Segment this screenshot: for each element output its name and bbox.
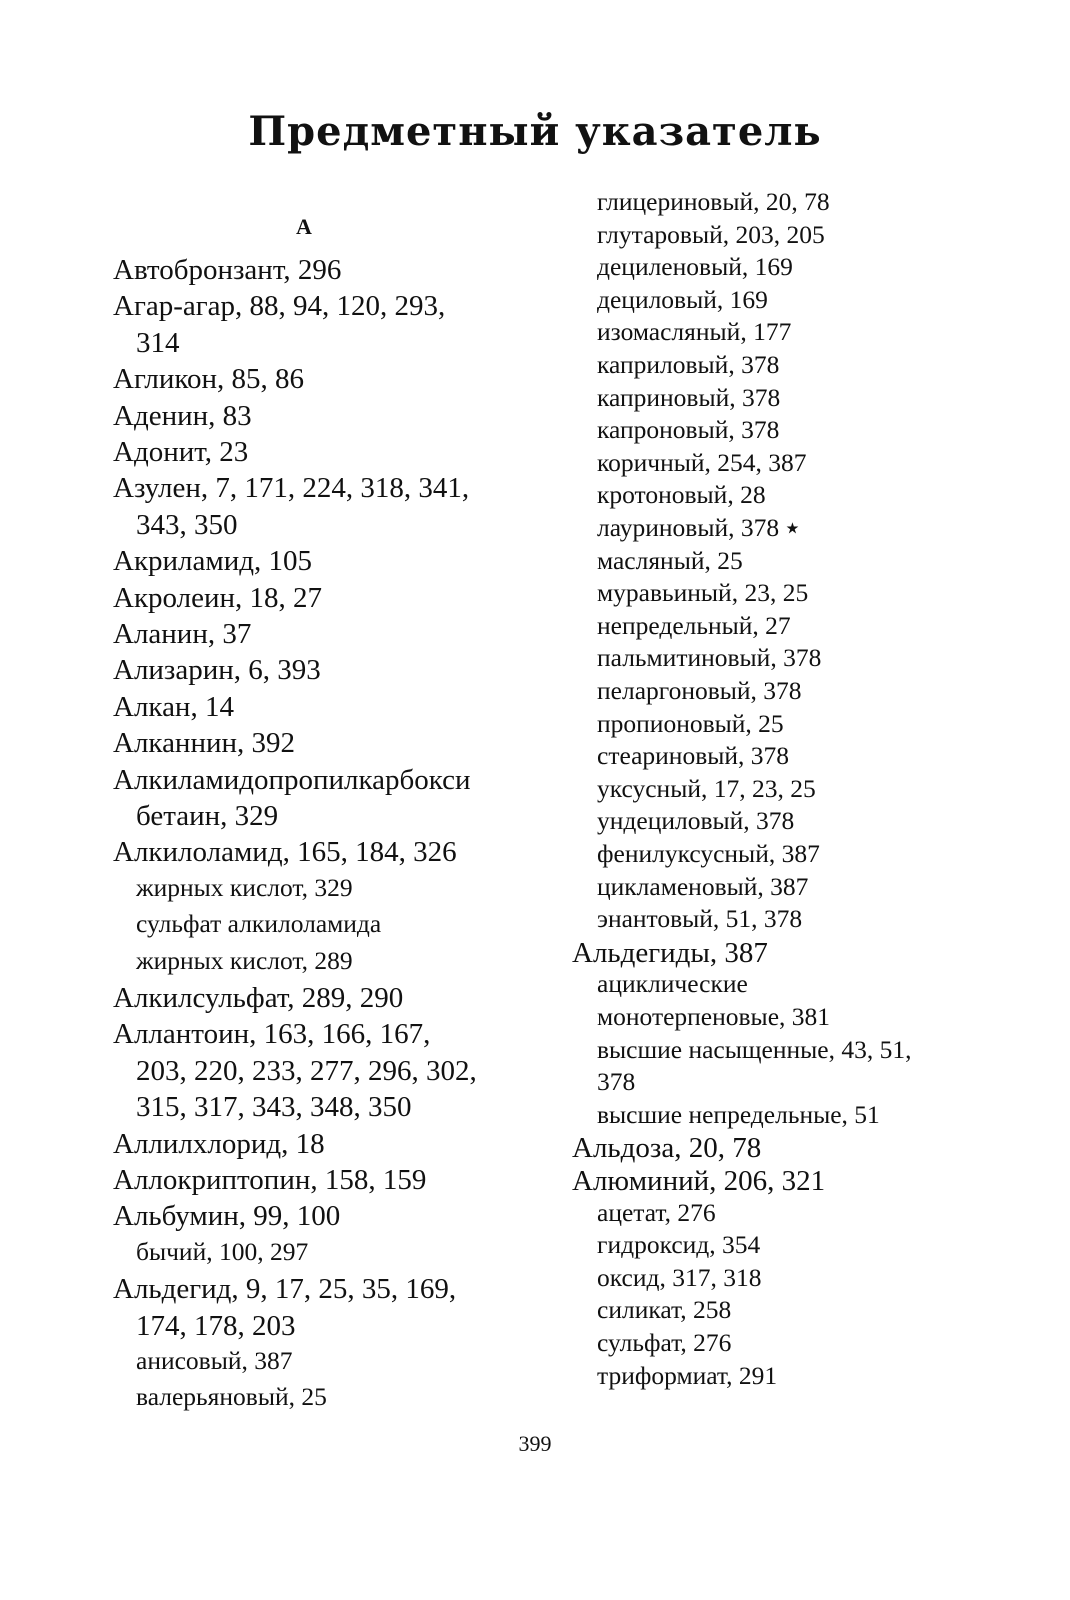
index-subentry: каприловый, 378	[597, 350, 780, 379]
index-subentry: пальмитиновый, 378	[597, 643, 822, 673]
index-entry: Алкилсульфат, 289, 290	[113, 982, 404, 1014]
index-subentry: высшие насыщенные, 43, 51,	[597, 1034, 912, 1064]
index-entry: Алкиламидопропилкарбокси	[113, 763, 471, 796]
index-subentry: 378	[597, 1067, 636, 1097]
index-entry-continuation: 343, 350	[136, 508, 238, 541]
index-subentry: муравьиный, 23, 25	[597, 578, 809, 608]
index-entry-continuation: 314	[136, 326, 180, 359]
index-subentry: ацетат, 276	[597, 1197, 716, 1227]
index-subentry: жирных кислот, 329	[136, 872, 353, 902]
index-subentry: энантовый, 51, 378	[597, 904, 803, 934]
index-entry: Азулен, 7, 171, 224, 318, 341,	[113, 472, 470, 505]
index-subentry: сульфат, 276	[597, 1328, 732, 1357]
index-entry: Альбумин, 99, 100	[113, 1200, 341, 1233]
index-entry: Альдегид, 9, 17, 25, 35, 169,	[113, 1273, 457, 1306]
index-entry-continuation: 174, 178, 203	[136, 1309, 296, 1342]
index-subentry: глутаровый, 203, 205	[597, 219, 825, 249]
index-subentry: бычий, 100, 297	[136, 1236, 309, 1266]
index-entry: Ализарин, 6, 393	[113, 654, 321, 687]
index-entry: Аллокриптопин, 158, 159	[113, 1164, 427, 1196]
index-entry-continuation: 203, 220, 233, 277, 296, 302,	[136, 1054, 477, 1087]
index-subentry: масляный, 25	[597, 545, 743, 575]
index-subentry: силикат, 258	[597, 1295, 732, 1325]
index-entry: Адонит, 23	[113, 436, 249, 468]
index-subentry: монотерпеновые, 381	[597, 1002, 831, 1031]
index-entry-continuation: 315, 317, 343, 348, 350	[136, 1091, 412, 1124]
index-entry: Аденин, 83	[113, 399, 252, 432]
index-subentry: стеариновый, 378	[597, 741, 790, 771]
index-subentry: коричный, 254, 387	[597, 447, 807, 477]
index-subentry: изомасляный, 177	[597, 317, 792, 347]
index-subentry: фенилуксусный, 387	[597, 839, 820, 868]
index-subentry: пропионовый, 25	[597, 708, 784, 738]
index-entry: Альдоза, 20, 78	[572, 1132, 762, 1165]
index-subentry: гидроксид, 354	[597, 1230, 761, 1260]
index-entry: Алканнин, 392	[113, 727, 296, 760]
index-entry: Акролеин, 18, 27	[113, 581, 323, 614]
index-entry: Алюминий, 206, 321	[572, 1165, 826, 1197]
index-entry: Автобронзант, 296	[113, 254, 342, 286]
index-subentry: дециленовый, 169	[597, 252, 793, 282]
index-subentry: валерьяновый, 25	[136, 1382, 327, 1412]
index-subentry: ундециловый, 378	[597, 806, 795, 836]
index-entry: Алкилоламид, 165, 184, 326	[113, 836, 457, 869]
index-subentry: лауриновый, 378 ٭	[597, 513, 800, 542]
index-subentry: пеларгоновый, 378	[597, 676, 802, 705]
index-entry: Аллилхлорид, 18	[113, 1127, 325, 1160]
index-subentry: высшие непредельные, 51	[597, 1099, 880, 1129]
index-subentry: непредельный, 27	[597, 610, 791, 640]
section-letter: А	[296, 214, 312, 239]
index-subentry: цикламеновый, 387	[597, 871, 809, 901]
index-entry: Аллантоин, 163, 166, 167,	[113, 1018, 431, 1051]
index-entry: Альдегиды, 387	[572, 936, 768, 969]
index-entry: Агликон, 85, 86	[113, 363, 304, 396]
index-subentry: триформиат, 291	[597, 1360, 778, 1390]
index-subentry: ациклические	[597, 969, 748, 999]
index-entry: Акриламид, 105	[113, 545, 313, 578]
index-entry: Агар-агар, 88, 94, 120, 293,	[113, 290, 446, 323]
index-entry: Алкан, 14	[113, 690, 234, 723]
index-entry: Аланин, 37	[113, 618, 252, 650]
index-subentry: кротоновый, 28	[597, 480, 766, 510]
page-number: 399	[518, 1431, 552, 1456]
index-subentry: жирных кислот, 289	[136, 945, 353, 975]
index-subentry: капроновый, 378	[597, 415, 780, 445]
index-subentry: оксид, 317, 318	[597, 1262, 762, 1292]
index-subentry: анисовый, 387	[136, 1346, 293, 1375]
index-subentry: глицериновый, 20, 78	[597, 187, 830, 216]
index-subentry: сульфат алкилоламида	[136, 909, 382, 939]
page-title: Предметный указатель	[248, 108, 822, 155]
index-subentry: каприновый, 378	[597, 382, 781, 412]
index-subentry: дециловый, 169	[597, 284, 768, 314]
index-entry-continuation: бетаин, 329	[136, 800, 279, 832]
index-subentry: уксусный, 17, 23, 25	[597, 773, 816, 803]
